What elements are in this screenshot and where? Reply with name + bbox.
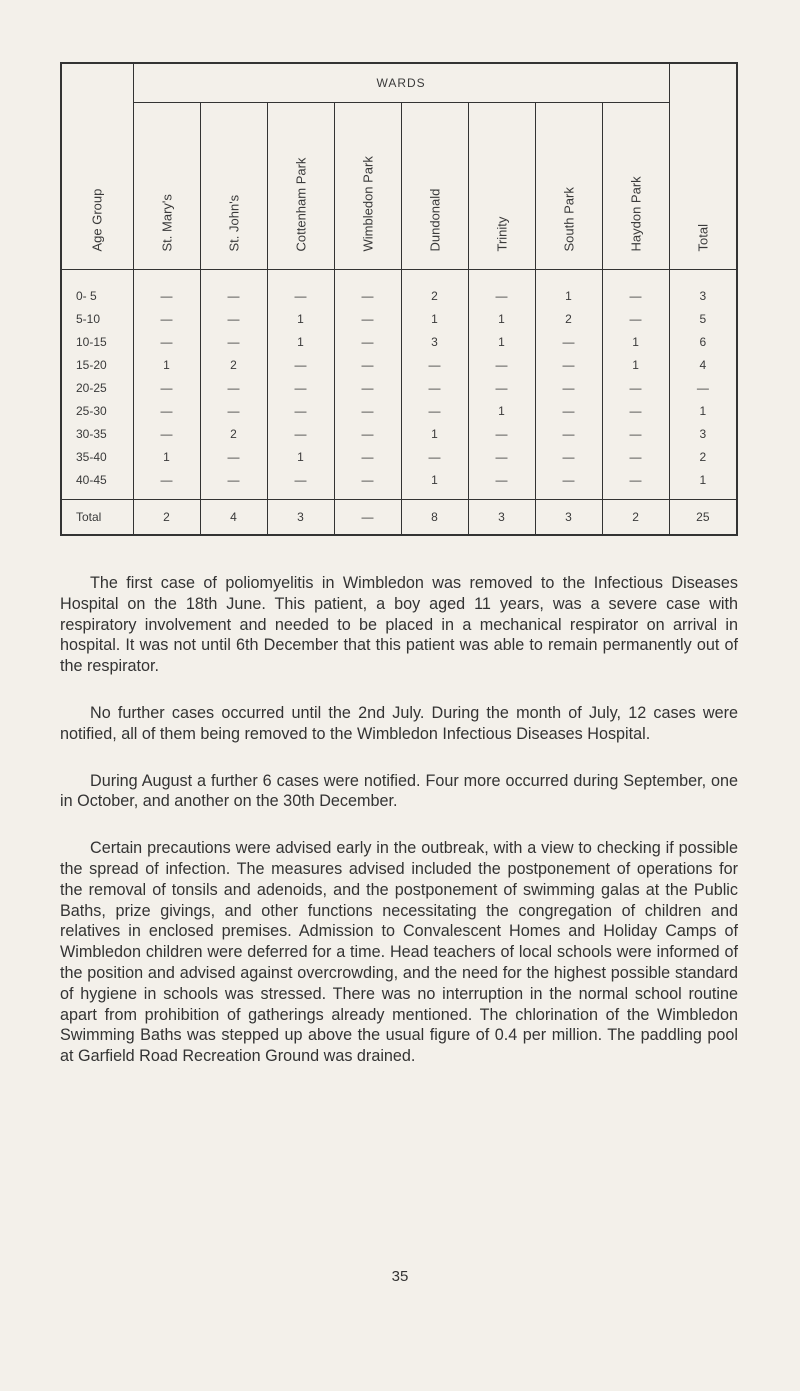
table-cell: — (602, 468, 669, 500)
table-cell: — (133, 307, 200, 330)
row-total-cell: 2 (669, 445, 737, 468)
table-cell: — (468, 468, 535, 500)
table-cell: — (200, 376, 267, 399)
ward-total-cell: — (334, 500, 401, 536)
row-total-cell: 3 (669, 422, 737, 445)
ward-header-label: Dundonald (427, 188, 442, 252)
table-cell: 1 (133, 445, 200, 468)
ward-header-0 (133, 103, 200, 270)
body-text (60, 573, 738, 1093)
table-cell: — (535, 376, 602, 399)
table-cell: 1 (401, 422, 468, 445)
table-cell: — (133, 330, 200, 353)
table-cell: 2 (200, 422, 267, 445)
paragraph: The first case of poliomyelitis in Wimbledon was removed to the Infectious Diseases Hospital on the 18th June. This patient, a boy aged 11 years, was a severe case with respiratory involvement and needed to be placed in a mechanical respirator on arrival in hospital. It was not until 6th December that this patient was able to remain permanently out of the respirator. (60, 574, 738, 676)
table-cell: — (334, 376, 401, 399)
age-group-cell: 25-30 (61, 399, 133, 422)
ward-total-cell: 4 (200, 500, 267, 536)
ward-header-label: Wimbledon Park (360, 156, 375, 252)
table-cell: — (401, 399, 468, 422)
table-cell: — (334, 422, 401, 445)
table-cell: 1 (133, 353, 200, 376)
total-row (61, 500, 737, 536)
table-cell: — (535, 422, 602, 445)
table-cell: — (200, 445, 267, 468)
table-cell: — (200, 270, 267, 308)
ward-header-label: Cottenham Park (293, 157, 308, 252)
table-cell: 1 (401, 307, 468, 330)
table-cell: — (267, 399, 334, 422)
table-row (61, 445, 737, 468)
age-group-cell: 35-40 (61, 445, 133, 468)
table-cell: — (133, 468, 200, 500)
age-group-cell: 0- 5 (61, 270, 133, 308)
age-group-cell: 40-45 (61, 468, 133, 500)
table-cell: 2 (200, 353, 267, 376)
table-cell: — (401, 353, 468, 376)
row-total-cell: 3 (669, 270, 737, 308)
table-cell: — (602, 307, 669, 330)
table-cell: — (334, 353, 401, 376)
ward-header-label: St. Mary's (159, 194, 174, 252)
table-row (61, 399, 737, 422)
ward-age-table-wrapper (60, 62, 736, 536)
table-cell: — (602, 270, 669, 308)
total-row-label: Total (61, 500, 133, 536)
table-cell: — (334, 270, 401, 308)
table-cell: — (334, 468, 401, 500)
table-cell: — (200, 330, 267, 353)
table-row (61, 270, 737, 308)
grand-total-cell: 25 (669, 500, 737, 536)
paragraph: Certain precautions were advised early in the outbreak, with a view to checking if possible the spread of infection. The measures advised included the postponement of operations for the removal of tonsils and adenoids, and the postponement of swimming galas at the Public Baths, prize givings, and other functions necessitating the congregation of children and relatives in enclosed premises. Admission to Convalescent Homes and Holiday Camps of Wimbledon children were deferred for a time. Head teachers of local schools were informed of the position and advised against overcrowding, and the need for the highest possible standard of hygiene in schools was stressed. There was no interruption in the normal school routine apart from prohibition of gatherings already mentioned. The chlorination of the Wimbledon Swimming Baths was stepped up above the usual figure of 0.4 per million. The paddling pool at Garfield Road Recreation Ground was drained. (60, 839, 738, 1066)
ward-header-7 (602, 103, 669, 270)
ward-header-row (61, 103, 737, 270)
ward-header-6 (535, 103, 602, 270)
table-cell: — (267, 353, 334, 376)
ward-header-label: Trinity (494, 216, 509, 252)
ward-header-3 (334, 103, 401, 270)
table-cell: 1 (468, 330, 535, 353)
table-cell: — (267, 270, 334, 308)
ward-total-cell: 8 (401, 500, 468, 536)
table-cell: 1 (267, 445, 334, 468)
table-cell: — (334, 399, 401, 422)
age-group-cell: 30-35 (61, 422, 133, 445)
ward-header-label: South Park (561, 187, 576, 252)
ward-header-5 (468, 103, 535, 270)
table-cell: — (468, 422, 535, 445)
table-cell: — (267, 376, 334, 399)
table-cell: 1 (468, 307, 535, 330)
table-cell: 1 (267, 330, 334, 353)
table-cell: — (133, 399, 200, 422)
total-header: Total (669, 63, 737, 270)
table-row (61, 422, 737, 445)
ward-total-cell: 3 (468, 500, 535, 536)
table-cell: 1 (602, 353, 669, 376)
table-cell: — (468, 445, 535, 468)
paragraph: During August a further 6 cases were notified. Four more occurred during September, one in October, and another on the 30th December. (60, 771, 738, 811)
row-total-cell: 1 (669, 468, 737, 500)
ward-total-cell: 2 (602, 500, 669, 536)
table-cell: 1 (468, 399, 535, 422)
table-cell: 1 (535, 270, 602, 308)
table-cell: — (200, 468, 267, 500)
table-cell: — (334, 307, 401, 330)
ward-header-2 (267, 103, 334, 270)
ward-header-1 (200, 103, 267, 270)
table-cell: — (200, 307, 267, 330)
ward-total-cell: 3 (267, 500, 334, 536)
table-cell: — (401, 445, 468, 468)
table-cell: 2 (535, 307, 602, 330)
table-cell: — (133, 376, 200, 399)
table-cell: 1 (267, 307, 334, 330)
table-cell: — (602, 422, 669, 445)
age-group-header: Age Group (61, 63, 133, 270)
ward-header-label: St. John's (226, 194, 241, 252)
table-cell: — (133, 270, 200, 308)
table-cell: — (401, 376, 468, 399)
ward-age-table (60, 62, 738, 536)
table-cell: — (267, 468, 334, 500)
table-cell: — (602, 399, 669, 422)
ward-header-label: Haydon Park (628, 176, 644, 252)
age-group-cell: 5-10 (61, 307, 133, 330)
table-body (61, 270, 737, 536)
table-cell: 3 (401, 330, 468, 353)
age-group-cell: 20-25 (61, 376, 133, 399)
row-total-cell: 6 (669, 330, 737, 353)
table-cell: — (535, 330, 602, 353)
page-number: 35 (391, 1268, 409, 1285)
row-total-cell: 4 (669, 353, 737, 376)
table-cell: — (334, 445, 401, 468)
ward-total-cell: 2 (133, 500, 200, 536)
table-cell: — (133, 422, 200, 445)
table-cell: — (535, 399, 602, 422)
row-total-cell: 5 (669, 307, 737, 330)
table-cell: — (334, 330, 401, 353)
row-total-cell: 1 (669, 399, 737, 422)
table-cell: — (602, 376, 669, 399)
table-row (61, 307, 737, 330)
row-total-cell: — (669, 376, 737, 399)
table-row (61, 330, 737, 353)
table-row (61, 468, 737, 500)
paragraph: No further cases occurred until the 2nd July. During the month of July, 12 cases were notified, all of them being removed to the Wimbledon Infectious Diseases Hospital. (60, 703, 738, 743)
table-cell: 1 (401, 468, 468, 500)
table-cell: — (602, 445, 669, 468)
table-cell: — (468, 376, 535, 399)
table-cell: — (200, 399, 267, 422)
table-cell: — (267, 422, 334, 445)
table-row (61, 353, 737, 376)
age-group-cell: 10-15 (61, 330, 133, 353)
table-cell: — (535, 353, 602, 376)
ward-total-cell: 3 (535, 500, 602, 536)
table-cell: 2 (401, 270, 468, 308)
table-cell: 1 (602, 330, 669, 353)
table-cell: — (535, 445, 602, 468)
table-row (61, 376, 737, 399)
ward-header-4 (401, 103, 468, 270)
table-cell: — (468, 270, 535, 308)
wards-header: WARDS (133, 63, 669, 103)
age-group-cell: 15-20 (61, 353, 133, 376)
table-cell: — (468, 353, 535, 376)
table-cell: — (535, 468, 602, 500)
